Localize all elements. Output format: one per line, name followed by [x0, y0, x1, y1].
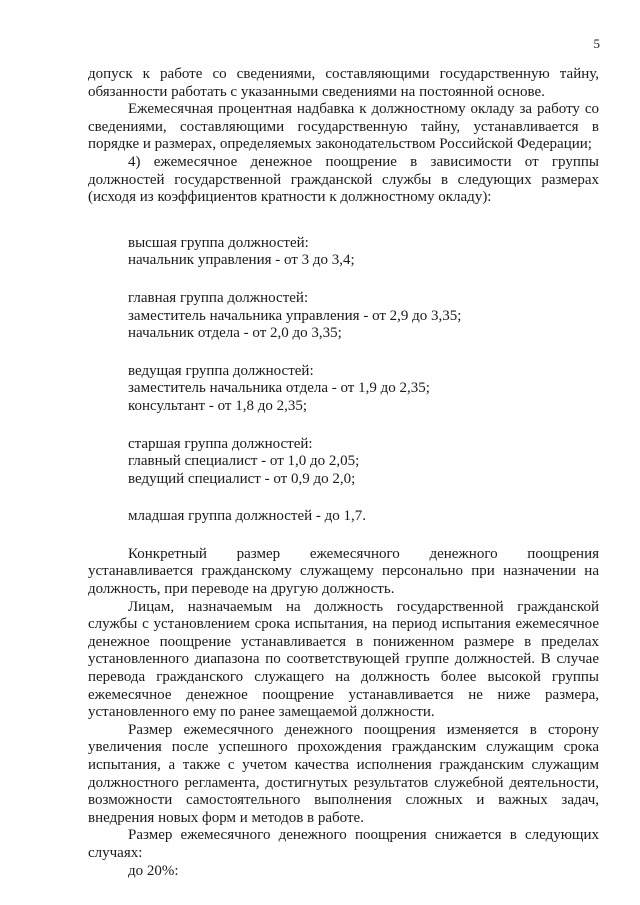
position-groups-list [128, 235, 599, 526]
paragraph: Размер ежемесячного денежного поощрения снижается в следующих случаях: [88, 827, 599, 861]
group-item: начальник управления - от 3 до 3,4; [128, 252, 355, 269]
list-marker-line: до 20%: [128, 862, 179, 879]
group-item: заместитель начальника управления - от 2,9 до 3,35; [128, 307, 462, 324]
group-item: ведущий специалист - от 0,9 до 2,0; [128, 470, 356, 487]
position-group [128, 235, 599, 270]
position-group [128, 290, 599, 343]
paragraph: допуск к работе со сведениями, составляющими государственную тайну, обязанности работать с указанными сведениями на постоянной основе. [88, 66, 599, 100]
group-item: консультант - от 1,8 до 2,35; [128, 397, 307, 414]
page-number: 5 [593, 36, 600, 51]
group-title: главная группа должностей: [128, 289, 309, 306]
paragraph: Конкретный размер ежемесячного денежного поощрения устанавливается гражданскому служащему персонально при назначении на должность, при переводе на другую должность. [88, 545, 599, 598]
paragraph: Ежемесячная процентная надбавка к должностному окладу за работу со сведениями, составляющими государственную тайну, устанавливается в порядке и размерах, определяемых законодательством Российской Федерации; [88, 101, 599, 153]
group-title: высшая группа должностей: [128, 234, 309, 251]
position-group [128, 508, 599, 526]
group-title: ведущая группа должностей: [128, 362, 314, 379]
group-item: заместитель начальника отдела - от 1,9 до 2,35; [128, 380, 430, 397]
position-group [128, 363, 599, 416]
paragraph: Лицам, назначаемым на должность государственной гражданской службы с установлением срока испытания, на период испытания ежемесячное денежное поощрение устанавливается в пониженном размере в пределах установленного диапазона по соответствующей группе должностей. В случае перевода гражданского служащего на должность более высокой группы ежемесячное денежное поощрение устанавливается не ниже размера, установленного ему по ранее замещаемой должности. [88, 598, 599, 721]
group-title: младшая группа должностей - до 1,7. [128, 508, 367, 525]
group-title: старшая группа должностей: [128, 435, 313, 452]
position-group [128, 436, 599, 489]
group-item: главный специалист - от 1,0 до 2,05; [128, 453, 360, 470]
paragraph: 4) ежемесячное денежное поощрение в зависимости от группы должностей государственной гражданской службы в следующих размерах (исходя из коэффициентов кратности к должностному окладу): [88, 153, 599, 206]
document-body [88, 66, 599, 880]
group-item: начальник отдела - от 2,0 до 3,35; [128, 325, 342, 342]
paragraph: Размер ежемесячного денежного поощрения изменяется в сторону увеличения после успешного прохождения гражданским служащим срока испытания, а также с учетом качества исполнения гражданским служащим должностного регламента, достигнутых результатов служебной деятельности, возможности самостоятельного выполнения сложных и важных задач, внедрения новых форм и методов в работе. [88, 721, 599, 826]
